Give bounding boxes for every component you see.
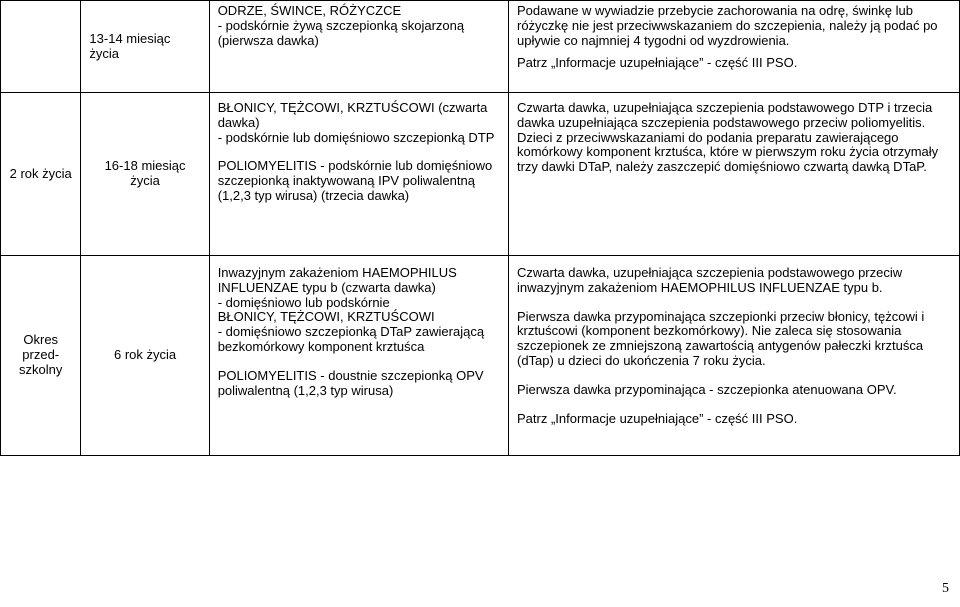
vaccine-cell <box>209 256 508 456</box>
vaccine-text: BŁONICY, TĘŻCOWI, KRZTUŚCOWI (czwarta dawka) - podskórnie lub domięśniowo szczepionką DTP <box>217 100 495 145</box>
age-cell <box>81 93 209 256</box>
page-number: 5 <box>942 581 949 596</box>
vaccine-text: ODRZE, ŚWINCE, RÓŻYCZCE - podskórnie żywą szczepionką skojarzoną (pierwsza dawka) <box>217 3 465 48</box>
age-text: 13-14 miesiąc życia <box>89 30 171 61</box>
notes-cell <box>508 93 959 256</box>
vaccine-text: POLIOMYELITIS - doustnie szczepionką OPV poliwalentną (1,2,3 typ wirusa) <box>217 367 484 398</box>
notes-text: Czwarta dawka, uzupełniająca szczepienia podstawowego przeciw inwazyjnym zakażeniom HAEMOPHILUS INFLUENZAE typu b. <box>516 265 903 295</box>
notes-text: Patrz „Informacje uzupełniające” - część III PSO. <box>516 410 798 426</box>
notes-cell <box>508 1 959 93</box>
age-group-cell <box>1 1 81 93</box>
notes-cell <box>508 256 959 456</box>
age-group-cell <box>1 93 81 256</box>
age-group-text: Okres przed- szkolny <box>19 332 63 377</box>
table-row <box>1 256 960 456</box>
vaccine-text: POLIOMYELITIS - podskórnie lub domięśniowo szczepionką inaktywowaną IPV poliwalentną (1,2,3 typ wirusa) (trzecia dawka) <box>217 158 493 203</box>
age-cell <box>81 1 209 93</box>
notes-text: Patrz „Informacje uzupełniające” - część III PSO. <box>516 55 798 71</box>
age-cell <box>81 256 209 456</box>
vaccine-cell <box>209 93 508 256</box>
table-row <box>1 93 960 256</box>
table-row <box>1 1 960 93</box>
vaccine-text: Inwazyjnym zakażeniom HAEMOPHILUS INFLUENZAE typu b (czwarta dawka) - domięśniowo lub podskórnie BŁONICY, TĘŻCOWI, KRZTUŚCOWI - domięśniowo szczepionką DTaP zawierającą bezkomórkowy komponent krztuśca <box>217 265 485 354</box>
age-text: 6 rok życia <box>113 347 177 363</box>
notes-text: Podawane w wywiadzie przebycie zachorowania na odrę, świnkę lub różyczkę nie jest przeciwwskazaniem do szczepienia, należy ją podać po upływie co najmniej 4 tygodni od wyzdrowienia. <box>516 3 938 48</box>
notes-text: Czwarta dawka, uzupełniająca szczepienia podstawowego DTP i trzecia dawka uzupełniająca szczepienia podstawowego przeciw poliomyelitis. Dzieci z przeciwwskazaniami do podania preparatu zawierającego komórkowy komponent krztuśca, które w pierwszym roku życia otrzymały trzy dawki DTaP, należy zaszczepić domięśniowo czwartą dawką DTaP. <box>516 100 939 175</box>
notes-text: Pierwsza dawka przypominająca - szczepionka atenuowana OPV. <box>516 381 897 397</box>
age-group-cell <box>1 256 81 456</box>
vaccine-cell <box>209 1 508 93</box>
age-group-text: 2 rok życia <box>9 165 72 181</box>
notes-text: Pierwsza dawka przypominająca szczepionki przeciw błonicy, tężcowi i krztuścowi (komponent bezkomórkowy). Nie zaleca się stosowania szczepionek ze zmniejszoną zawartością antygenów pałeczki krztuśca (dTap) u dzieci do ukończenia 7 roku życia. <box>516 308 925 368</box>
age-text: 16-18 miesiąc życia <box>104 158 186 188</box>
